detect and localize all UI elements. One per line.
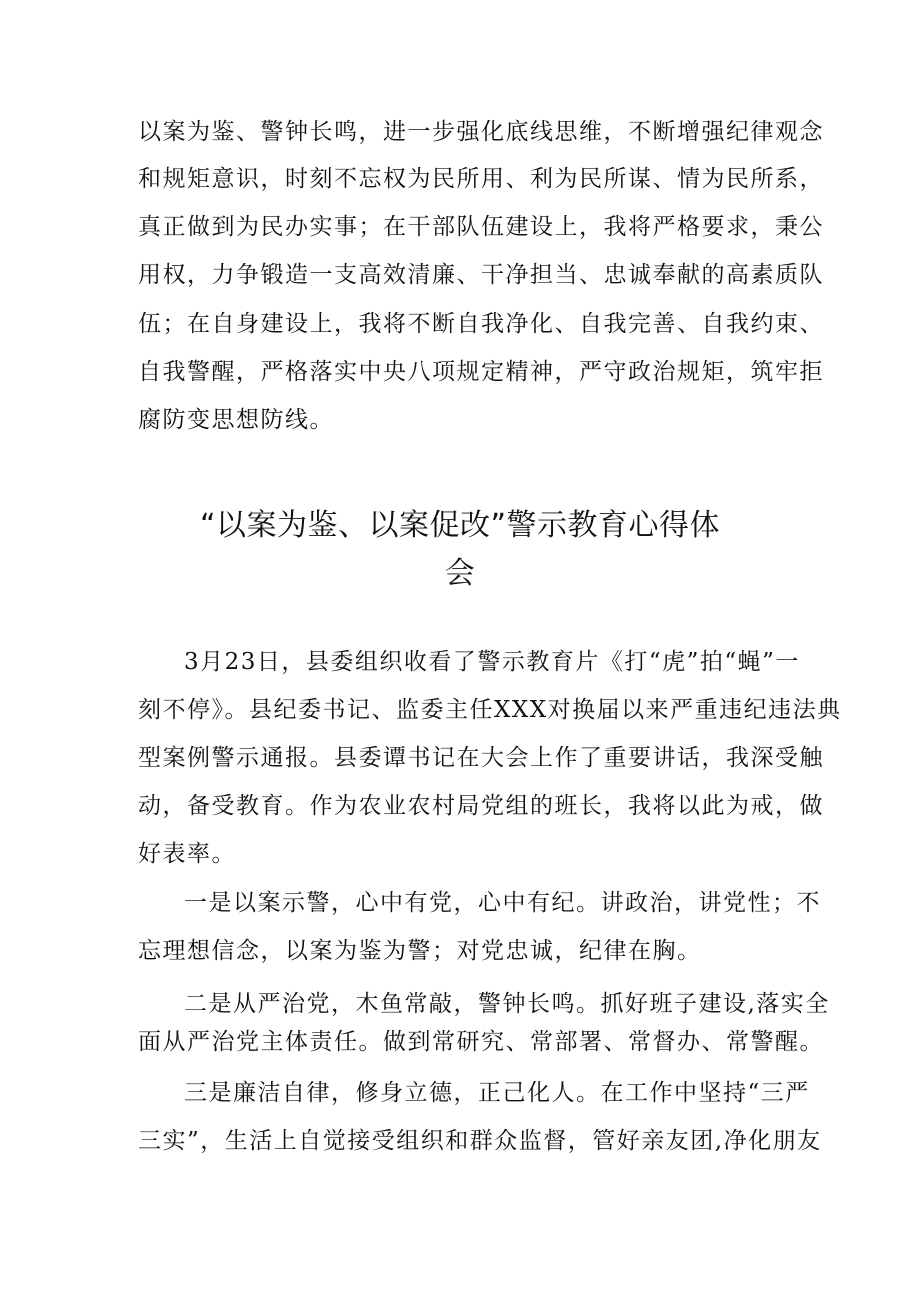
intro-line-5: 伍；在自身建设上，我将不断自我净化、自我完善、自我约束、 — [138, 311, 824, 337]
paragraph2-line-2: 忘理想信念，以案为鉴为警；对党忠诚，纪律在胸。 — [138, 938, 702, 964]
document-title-line-1: “以案为鉴、以案促改”警示教育心得体 — [199, 508, 721, 543]
paragraph4-line-1: 三是廉洁自律，修身立德，正己化人。在工作中坚持“三严 — [184, 1080, 810, 1106]
paragraph3-line-2: 面从严治党主体责任。做到常研究、常部署、常督办、常警醒。 — [138, 1029, 824, 1055]
intro-line-3: 真正做到为民办实事；在干部队伍建设上，我将严格要求，秉公 — [138, 214, 824, 240]
paragraph1-line-2: 刻不停》。县纪委书记、监委主任XXX对换届以来严重违纪违法典 — [138, 697, 842, 723]
paragraph4-line-2: 三实”，生活上自觉接受组织和群众监督，管好亲友团,净化朋友 — [138, 1128, 822, 1154]
paragraph3-line-1: 二是从严治党，木鱼常敲，警钟长鸣。抓好班子建设,落实全 — [184, 991, 830, 1017]
paragraph1-line-5: 好表率。 — [138, 841, 236, 867]
intro-line-6: 自我警醒，严格落实中央八项规定精神，严守政治规矩，筑牢拒 — [138, 359, 824, 385]
intro-line-2: 和规矩意识，时刻不忘权为民所用、利为民所谋、情为民所系， — [138, 166, 824, 192]
intro-line-4: 用权，力争锻造一支高效清廉、干净担当、忠诚奉献的高素质队 — [138, 262, 824, 288]
document-title-line-2: 会 — [444, 556, 476, 591]
paragraph2-line-1: 一是以案示警，心中有党，心中有纪。讲政治，讲党性；不 — [184, 890, 821, 916]
paragraph1-line-1: 3月23日，县委组织收看了警示教育片《打“虎”拍“蝇”一 — [184, 649, 800, 675]
paragraph1-line-3: 型案例警示通报。县委谭书记在大会上作了重要讲话，我深受触 — [138, 745, 824, 771]
paragraph1-line-4: 动，备受教育。作为农业农村局党组的班长，我将以此为戒，做 — [138, 793, 824, 819]
intro-line-1: 以案为鉴、警钟长鸣，进一步强化底线思维，不断增强纪律观念 — [138, 119, 824, 145]
intro-line-7: 腐防变思想防线。 — [138, 407, 334, 433]
